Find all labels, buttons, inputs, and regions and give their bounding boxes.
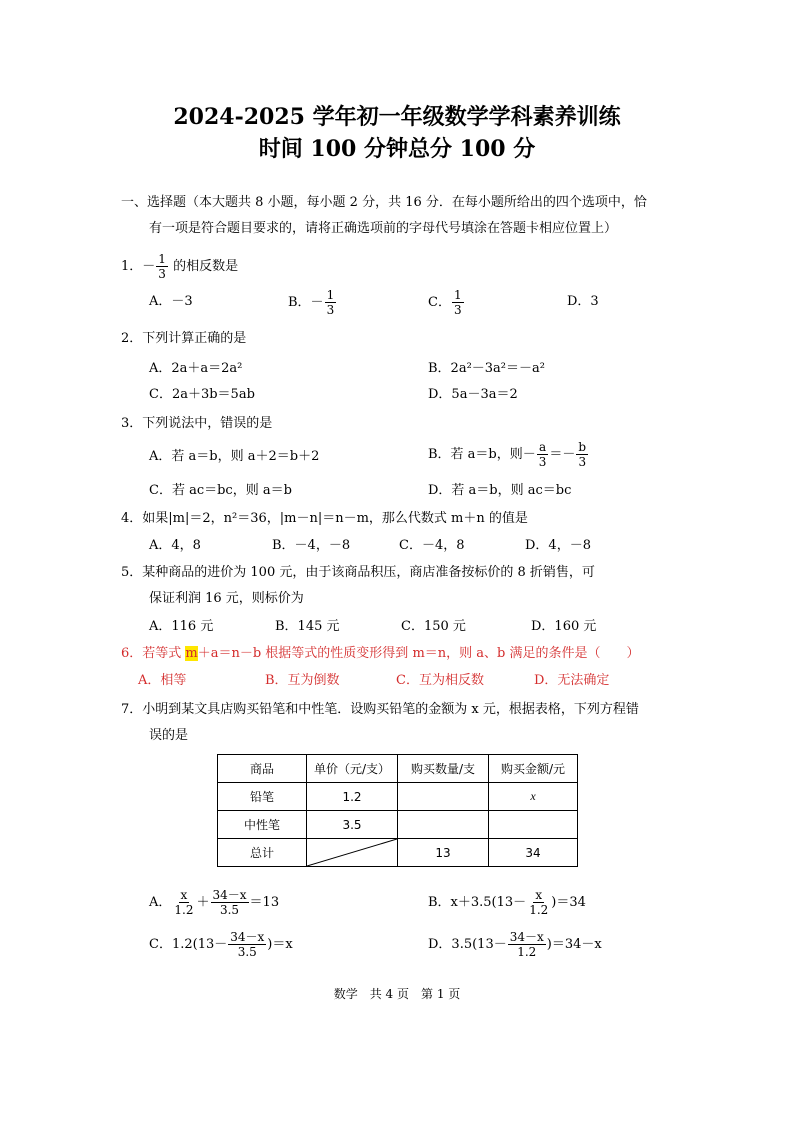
rhs: )＝34 [551, 895, 586, 910]
denominator: 1.2 [174, 903, 194, 917]
q5-option-a: A．116 元 [149, 619, 214, 634]
equals-minus: ＝－ [549, 447, 576, 462]
denominator: 3 [538, 455, 547, 469]
q6-option-c: C．互为相反数 [396, 673, 484, 688]
fraction [325, 288, 337, 317]
table-cell: 34 [489, 839, 578, 867]
question-5-stem-line2: 保证利润 16 元，则标价为 [149, 591, 304, 606]
denominator: 1.2 [529, 903, 549, 917]
exam-subtitle: 时间 100 分钟总分 100 分 [258, 136, 536, 162]
stem-text: ＋a＝n－b 根据等式的性质变形得到 m＝n，则 a、b 满足的条件是（ ） [197, 646, 640, 661]
question-7-stem-line1: 7．小明到某文具店购买铅笔和中性笔．设购买铅笔的金额为 x 元，根据表格，下列方程错 [121, 702, 639, 717]
q1-option-a: A．－3 [149, 294, 193, 309]
fraction [228, 930, 266, 959]
denominator: 3 [158, 267, 166, 281]
table-header: 购买金额/元 [489, 755, 578, 783]
q7-option-d [428, 930, 602, 959]
q1-option-b [288, 288, 337, 317]
q2-option-d: D．5a－3a＝2 [428, 387, 518, 402]
q2-option-b: B．2a²－3a²＝－a² [428, 361, 545, 376]
exam-title: 2024-2025 学年初一年级数学学科素养训练 [173, 104, 621, 130]
rhs: )＝x [267, 937, 293, 952]
question-1-stem [121, 252, 238, 281]
q4-option-b: B．－4，－8 [272, 538, 351, 553]
table-row [218, 839, 578, 867]
numerator: 34－x [230, 930, 265, 944]
question-2-stem: 2．下列计算正确的是 [121, 331, 247, 346]
fraction [452, 288, 464, 317]
table-cell [489, 783, 578, 811]
fraction [527, 888, 550, 917]
section-instructions-line2: 有一项是符合题目要求的，请将正确选项前的字母代号填涂在答题卡相应位置上） [149, 221, 618, 236]
table-cell: 3.5 [307, 811, 398, 839]
table-header: 商品 [218, 755, 307, 783]
q2-option-a: A．2a＋a＝2a² [149, 361, 243, 376]
fraction [211, 888, 249, 917]
numerator: 34－x [509, 930, 544, 944]
option-label: B．－ [288, 295, 324, 310]
option-label: C． [428, 295, 451, 310]
table-row [218, 811, 578, 839]
q4-option-c: C．－4，8 [399, 538, 465, 553]
question-prefix: 6．若等式 [121, 646, 186, 661]
table-cell [489, 811, 578, 839]
option-label: B．若 a＝b，则－ [428, 447, 536, 462]
table-cell: 总计 [218, 839, 307, 867]
q4-option-d: D．4，－8 [525, 538, 591, 553]
q1-option-c [428, 288, 465, 317]
question-7-stem-line2: 误的是 [149, 728, 189, 743]
table-row [218, 783, 578, 811]
q6-option-b: B．互为倒数 [265, 673, 340, 688]
question-5-stem-line1: 5．某种商品的进价为 100 元，由于该商品积压，商店准备按标价的 8 折销售，可 [121, 565, 595, 580]
diagonal-line [307, 839, 397, 866]
numerator: b [578, 440, 587, 454]
purchase-table [217, 754, 578, 867]
question-6-stem [121, 645, 639, 663]
fraction [172, 888, 195, 917]
q5-option-c: C．150 元 [401, 619, 466, 634]
numerator: 34－x [212, 888, 247, 902]
table-cell: 1.2 [307, 783, 398, 811]
q4-option-a: A．4，8 [149, 538, 201, 553]
q3-option-a: A．若 a＝b，则 a＋2＝b＋2 [149, 449, 320, 464]
fraction [576, 440, 588, 469]
rhs: ＝13 [249, 895, 280, 910]
q5-option-b: B．145 元 [275, 619, 340, 634]
fraction [156, 252, 168, 281]
table-header: 购买数量/支 [398, 755, 489, 783]
question-3-stem: 3．下列说法中，错误的是 [121, 416, 273, 431]
stem-text: 的相反数是 [173, 259, 239, 274]
variable: x [530, 789, 536, 803]
q3-option-b [428, 440, 589, 469]
denominator: 1.2 [517, 945, 537, 959]
fraction [508, 930, 546, 959]
denominator: 3 [453, 303, 462, 317]
table-cell: 铅笔 [218, 783, 307, 811]
q7-option-c [149, 930, 293, 959]
table-cell: 13 [398, 839, 489, 867]
table-cell [398, 783, 489, 811]
numerator: 1 [158, 252, 166, 266]
table-header: 单价（元/支） [307, 755, 398, 783]
diagonal-cell [307, 839, 398, 867]
highlighted-variable: m [185, 646, 198, 661]
numerator: a [539, 440, 547, 454]
plus-sign: ＋ [196, 895, 210, 910]
numerator: 1 [326, 288, 335, 302]
q2-option-c: C．2a＋3b＝5ab [149, 387, 255, 402]
q6-option-a: A．相等 [138, 673, 187, 688]
q1-option-d: D．3 [567, 294, 599, 309]
q6-option-d: D．无法确定 [534, 673, 610, 688]
q3-option-c: C．若 ac＝bc，则 a＝b [149, 483, 292, 498]
minus-sign: － [142, 259, 156, 274]
q7-option-b [428, 888, 586, 917]
option-label: B．x＋3.5(13－ [428, 895, 527, 910]
numerator: x [180, 888, 188, 902]
fraction [537, 440, 549, 469]
table-header-row [218, 755, 578, 783]
table-cell: 中性笔 [218, 811, 307, 839]
option-label: C．1.2(13－ [149, 937, 228, 952]
denominator: 3 [578, 455, 587, 469]
question-4-stem: 4．如果|m|＝2，n²＝36，|m－n|＝n－m，那么代数式 m＋n 的值是 [121, 511, 528, 526]
section-instructions-line1: 一、选择题（本大题共 8 小题，每小题 2 分，共 16 分．在每小题所给出的四个选项中，恰 [121, 195, 647, 210]
rhs: )＝34－x [546, 937, 602, 952]
q5-option-d: D．160 元 [531, 619, 597, 634]
numerator: x [535, 888, 543, 902]
q7-option-a [149, 888, 279, 917]
denominator: 3.5 [219, 903, 240, 917]
denominator: 3.5 [237, 945, 257, 959]
page-footer: 数学 共 4 页 第 1 页 [333, 987, 461, 1001]
option-label: D．3.5(13－ [428, 937, 507, 952]
denominator: 3 [326, 303, 335, 317]
option-label: A． [149, 895, 172, 910]
table-cell [398, 811, 489, 839]
q3-option-d: D．若 a＝b，则 ac＝bc [428, 483, 572, 498]
numerator: 1 [453, 288, 462, 302]
question-number: 1． [121, 259, 143, 274]
